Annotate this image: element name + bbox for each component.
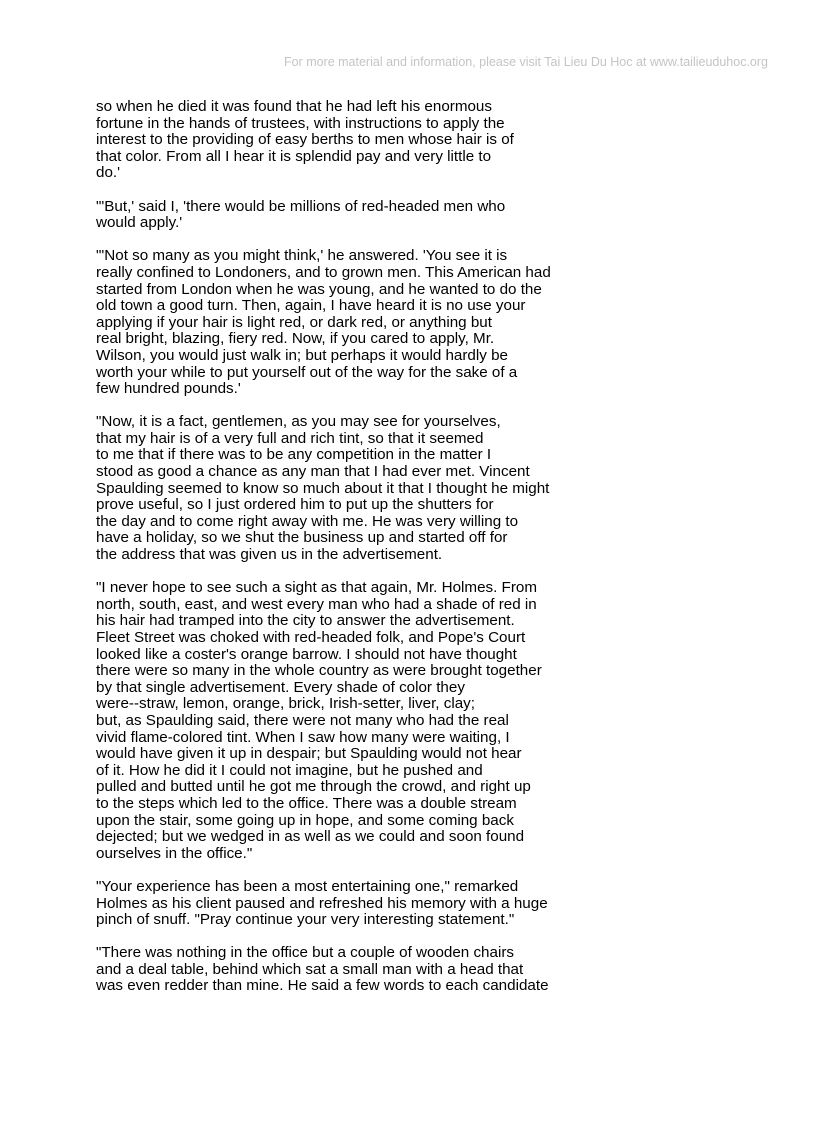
- text-line: of it. How he did it I could not imagine, but he pushed and: [96, 761, 483, 779]
- text-line: there were so many in the whole country as were brought together: [96, 662, 542, 680]
- text-line: to the steps which led to the office. There was a double stream: [96, 794, 517, 812]
- text-line: looked like a coster's orange barrow. I should not have thought: [96, 645, 517, 663]
- paragraph: [96, 879, 796, 929]
- text-line: real bright, blazing, fiery red. Now, if you cared to apply, Mr.: [96, 330, 495, 348]
- text-line: and a deal table, behind which sat a small man with a head that: [96, 960, 524, 978]
- text-line: Wilson, you would just walk in; but perhaps it would hardly be: [96, 346, 508, 364]
- text-line: would have given it up in despair; but Spaulding would not hear: [96, 745, 522, 763]
- text-line: do.': [96, 164, 121, 182]
- text-line: would apply.': [96, 214, 183, 232]
- text-line: the day and to come right away with me. He was very willing to: [96, 512, 519, 530]
- text-line: "Now, it is a fact, gentlemen, as you may see for yourselves,: [96, 413, 501, 431]
- paragraph: [96, 199, 796, 232]
- text-line: fortune in the hands of trustees, with instructions to apply the: [96, 114, 505, 132]
- text-line: Fleet Street was choked with red-headed folk, and Pope's Court: [96, 629, 526, 646]
- text-line: "Your experience has been a most entertaining one," remarked: [96, 877, 519, 895]
- text-line: "'But,' said I, 'there would be millions of red-headed men who: [96, 197, 506, 215]
- paragraph: [96, 99, 796, 182]
- text-line: was even redder than mine. He said a few words to each candidate: [96, 977, 549, 995]
- text-line: Holmes as his client paused and refreshed his memory with a huge: [96, 894, 548, 912]
- text-line: ourselves in the office.": [96, 844, 253, 862]
- text-line: "'Not so many as you might think,' he answered. 'You see it is: [96, 247, 508, 265]
- text-line: prove useful, so I just ordered him to put up the shutters for: [96, 496, 494, 514]
- text-line: started from London when he was young, and he wanted to do the: [96, 280, 542, 298]
- text-line: pinch of snuff. "Pray continue your very interesting statement.": [96, 911, 515, 929]
- text-line: stood as good a chance as any man that I had ever met. Vincent: [96, 463, 530, 481]
- text-line: "I never hope to see such a sight as that again, Mr. Holmes. From: [96, 579, 537, 597]
- paragraph: [96, 414, 796, 563]
- text-line: but, as Spaulding said, there were not many who had the real: [96, 711, 509, 729]
- text-line: so when he died it was found that he had left his enormous: [96, 98, 492, 115]
- text-line: north, south, east, and west every man who had a shade of red in: [96, 595, 537, 613]
- text-line: were--straw, lemon, orange, brick, Irish-setter, liver, clay;: [96, 695, 475, 713]
- text-line: old town a good turn. Then, again, I have heard it is no use your: [96, 297, 526, 315]
- paragraph: [96, 248, 796, 397]
- text-line: interest to the providing of easy berths to men whose hair is of: [96, 131, 514, 149]
- text-line: dejected; but we wedged in as well as we could and soon found: [96, 828, 525, 846]
- text-line: Spaulding seemed to know so much about it that I thought he might: [96, 479, 550, 497]
- text-line: by that single advertisement. Every shade of color they: [96, 678, 465, 696]
- text-line: have a holiday, so we shut the business up and started off for: [96, 529, 508, 547]
- header-note: For more material and information, please visit Tai Lieu Du Hoc at www.tailieuduhoc.org: [283, 55, 768, 69]
- text-line: "There was nothing in the office but a couple of wooden chairs: [96, 944, 514, 962]
- text-line: that my hair is of a very full and rich tint, so that it seemed: [96, 429, 484, 447]
- text-line: few hundred pounds.': [96, 380, 241, 398]
- text-line: his hair had tramped into the city to answer the advertisement.: [96, 612, 515, 630]
- text-line: vivid flame-colored tint. When I saw how many were waiting, I: [96, 728, 510, 746]
- page-body: [96, 99, 796, 1012]
- text-line: to me that if there was to be any competition in the matter I: [96, 446, 492, 464]
- text-line: the address that was given us in the advertisement.: [96, 546, 443, 564]
- text-line: upon the stair, some going up in hope, and some coming back: [96, 811, 514, 829]
- paragraph: [96, 945, 796, 995]
- text-line: applying if your hair is light red, or dark red, or anything but: [96, 313, 492, 331]
- text-line: worth your while to put yourself out of the way for the sake of a: [96, 363, 518, 381]
- text-line: really confined to Londoners, and to grown men. This American had: [96, 263, 551, 281]
- text-line: pulled and butted until he got me through the crowd, and right up: [96, 778, 531, 796]
- text-line: that color. From all I hear it is splendid pay and very little to: [96, 147, 492, 165]
- paragraph: [96, 580, 796, 862]
